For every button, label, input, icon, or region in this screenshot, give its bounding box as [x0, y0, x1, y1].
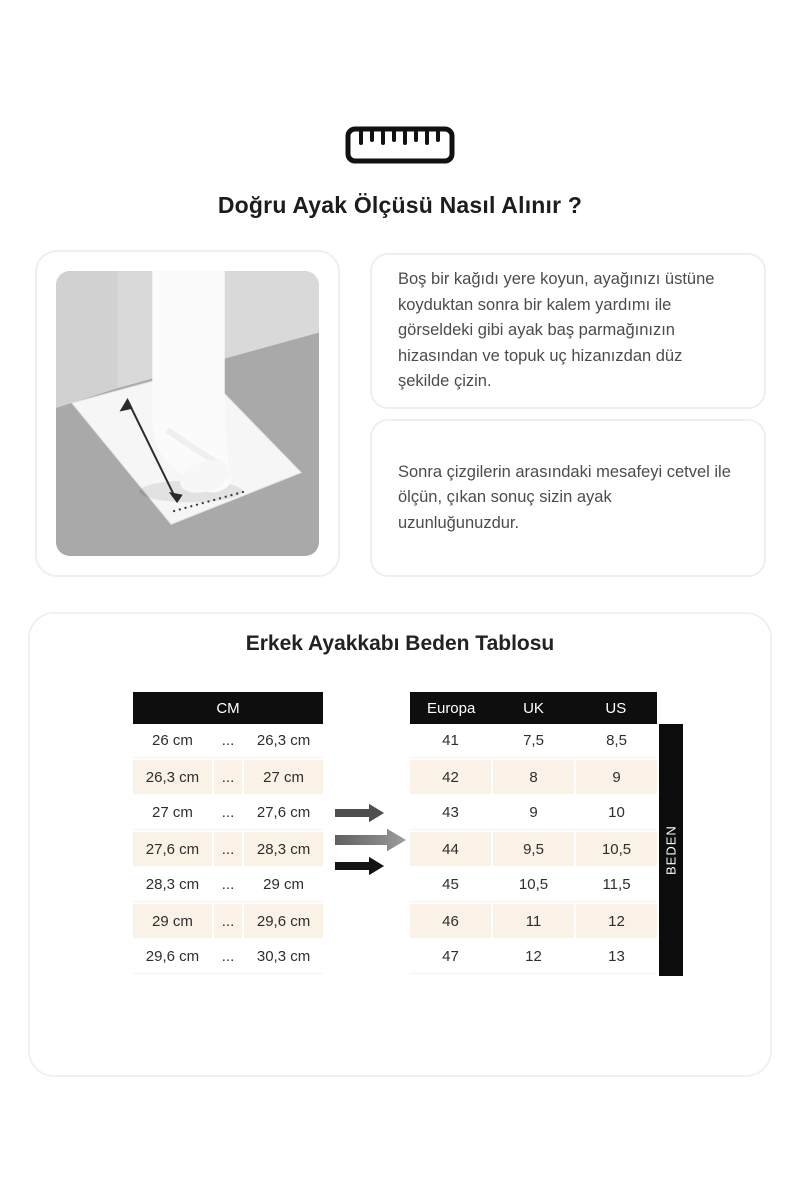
size-eu: 44 — [410, 832, 491, 866]
cm-to: 27 cm — [244, 760, 323, 794]
size-uk: 10,5 — [493, 868, 574, 901]
size-eu: 46 — [410, 904, 491, 938]
size-eu: 43 — [410, 796, 491, 829]
range-ellipsis: ... — [214, 760, 242, 794]
cm-from: 27 cm — [133, 796, 212, 829]
size-us: 10 — [576, 796, 657, 829]
cm-table — [133, 692, 323, 976]
size-table — [410, 692, 657, 976]
cm-to: 28,3 cm — [244, 832, 323, 866]
range-ellipsis: ... — [214, 940, 242, 973]
ruler-icon — [0, 126, 800, 164]
beden-vertical-label: BEDEN — [659, 724, 683, 976]
cm-to: 30,3 cm — [244, 940, 323, 973]
cm-table-row — [133, 904, 323, 938]
page-title: Doğru Ayak Ölçüsü Nasıl Alınır ? — [217, 192, 583, 218]
size-chart-title: Erkek Ayakkabı Beden Tablosu — [245, 632, 555, 655]
range-ellipsis: ... — [214, 724, 242, 757]
cm-from: 27,6 cm — [133, 832, 212, 866]
cm-from: 29 cm — [133, 904, 212, 938]
size-chart-card — [28, 612, 772, 1077]
size-eu: 42 — [410, 760, 491, 794]
size-uk: 12 — [493, 940, 574, 973]
size-table-row — [410, 832, 657, 866]
cm-table-row — [133, 796, 323, 830]
cm-from: 29,6 cm — [133, 940, 212, 973]
size-table-row — [410, 796, 657, 830]
size-us: 8,5 — [576, 724, 657, 757]
size-uk: 9,5 — [493, 832, 574, 866]
cm-table-row — [133, 724, 323, 758]
size-eu: 47 — [410, 940, 491, 973]
size-table-row — [410, 940, 657, 974]
instruction-box-measure — [370, 419, 766, 577]
header-us: US — [605, 699, 627, 717]
cm-to: 27,6 cm — [244, 796, 323, 829]
cm-to: 29,6 cm — [244, 904, 323, 938]
cm-table-row — [133, 760, 323, 794]
size-eu: 41 — [410, 724, 491, 757]
size-us: 9 — [576, 760, 657, 794]
size-uk: 8 — [493, 760, 574, 794]
cm-table-row — [133, 832, 323, 866]
range-ellipsis: ... — [214, 796, 242, 829]
size-table-row — [410, 868, 657, 902]
size-table-row — [410, 760, 657, 794]
size-uk: 7,5 — [493, 724, 574, 757]
cm-from: 26,3 cm — [133, 760, 212, 794]
cm-table-row — [133, 940, 323, 974]
cm-from: 26 cm — [133, 724, 212, 757]
instruction-text-measure: Sonra çizgilerin arasındaki mesafeyi cetvel ile ölçün, çıkan sonuç sizin ayak uzunluğunuzdur. — [398, 462, 731, 532]
size-table-row — [410, 904, 657, 938]
size-us: 10,5 — [576, 832, 657, 866]
transfer-arrows-icon — [330, 800, 412, 885]
cm-table-header: CM — [133, 692, 323, 724]
range-ellipsis: ... — [214, 868, 242, 901]
cm-from: 28,3 cm — [133, 868, 212, 901]
size-uk: 9 — [493, 796, 574, 829]
range-ellipsis: ... — [214, 832, 242, 866]
size-us: 12 — [576, 904, 657, 938]
header-uk: UK — [523, 699, 544, 717]
size-uk: 11 — [493, 904, 574, 938]
foot-measurement-photo-card — [35, 250, 340, 577]
cm-table-row — [133, 868, 323, 902]
cm-to: 29 cm — [244, 868, 323, 901]
size-eu: 45 — [410, 868, 491, 901]
size-us: 11,5 — [576, 868, 657, 901]
instruction-text-draw: Boş bir kağıdı yere koyun, ayağınızı üstüne koyduktan sonra bir kalem yardımı ile görseldeki gibi ayak baş parmağınızın hizasından ve topuk uç hizanızdan düz şekilde çizin. — [398, 270, 715, 391]
size-table-header — [410, 692, 657, 724]
range-ellipsis: ... — [214, 904, 242, 938]
size-us: 13 — [576, 940, 657, 973]
header-europa: Europa — [426, 699, 476, 717]
cm-to: 26,3 cm — [244, 724, 323, 757]
instruction-box-draw — [370, 253, 766, 409]
size-table-row — [410, 724, 657, 758]
foot-measurement-photo — [56, 271, 319, 556]
